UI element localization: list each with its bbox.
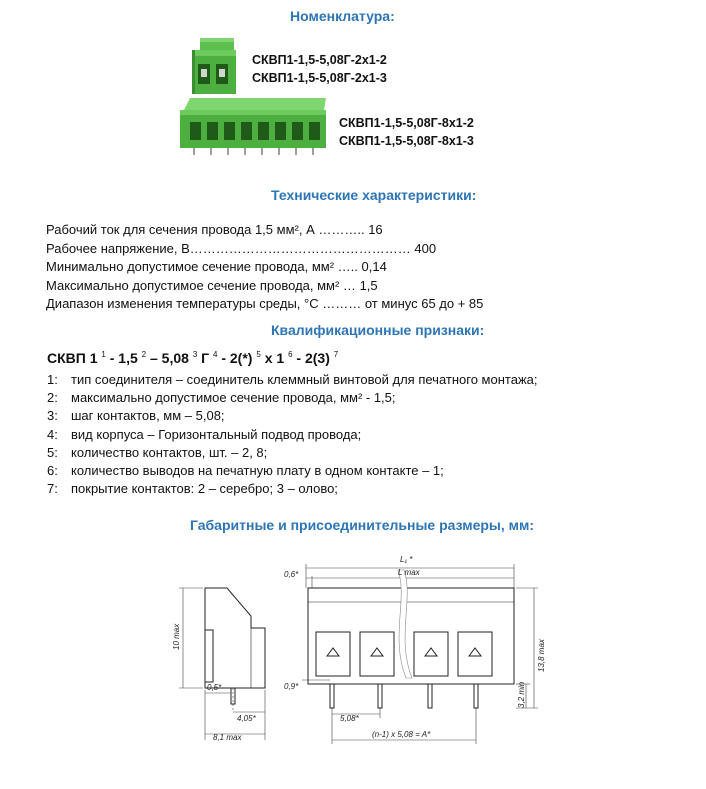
code-2x1-2: СКВП1-1,5-5,08Г-2х1-2 — [252, 53, 387, 67]
code-8x1-3: СКВП1-1,5-5,08Г-8х1-3 — [339, 134, 474, 148]
list-item: 5: количество контактов, шт. – 2, 8; — [47, 444, 268, 460]
spec-list — [46, 221, 483, 314]
dim-pin-length-label: 3,2 min — [517, 681, 526, 708]
spec-line-min-section: Минимально допустимое сечение провода, мм² ….. 0,14 — [46, 259, 387, 274]
dim-depth-label: 8,1 max — [213, 733, 242, 742]
list-item: 1: тип соединителя – соединитель клеммный винтовой для печатного монтажа; — [47, 372, 538, 387]
side-view-drawing — [165, 570, 275, 750]
spec-line-current: Рабочий ток для сечения провода 1,5 мм², А ……….. 16 — [46, 222, 383, 237]
spec-line-temperature: Диапазон изменения температуры среды, °С ……… от минус 65 до + 85 — [46, 296, 484, 311]
product-photo-8x1 — [176, 96, 328, 156]
list-item: 7: покрытие контактов: 2 – серебро; 3 – олово; — [47, 481, 338, 497]
spec-line-max-section: Максимально допустимое сечение провода, мм² … 1,5 — [46, 277, 378, 293]
list-item: 2: максимально допустимое сечение провода, мм² - 1,5; — [47, 390, 396, 406]
dim-pitch-label: 5,08* — [340, 714, 359, 723]
dimensions-title: Габаритные и присоединительные размеры, мм: — [190, 517, 535, 533]
dim-edge-label: 0,6* — [284, 570, 299, 579]
dim-pin-width-label: 0,5* — [207, 683, 222, 692]
dim-total-height-label: 13,8 max — [537, 639, 546, 672]
nomenclature-title: Номенклатура: — [290, 8, 395, 24]
code-8x1-2: СКВП1-1,5-5,08Г-8х1-2 — [339, 116, 474, 130]
product-photo-2x1 — [188, 36, 238, 98]
dim-span-label: (n-1) x 5,08 = A* — [372, 730, 431, 739]
dim-height-label: 10 max — [172, 623, 181, 650]
dim-pin-offset-label: 4,05* — [237, 714, 256, 723]
dim-l1-label: L₁ * — [400, 555, 413, 564]
code-2x1-3: СКВП1-1,5-5,08Г-2х1-3 — [252, 71, 387, 85]
qualification-list — [47, 371, 537, 498]
qualification-code: СКВП 1 $^1$ - 1,5 $^2$ – 5,08 $^3$ Г $^4$ - 2(*) $^5$ х 1 $^6$ - 2(3) $^7$ — [47, 350, 339, 366]
qualification-title: Квалификационные признаки: — [271, 322, 485, 338]
dim-hole-label: 0,9* — [284, 682, 299, 691]
spec-line-voltage: Рабочее напряжение, В…………………………………………… 400 — [46, 240, 437, 256]
dim-lmax-label: L max — [398, 568, 420, 577]
code-list-2x1 — [252, 51, 387, 87]
specs-title: Технические характеристики: — [271, 187, 477, 203]
code-list-8x1 — [339, 114, 474, 150]
front-view-drawing — [280, 548, 550, 748]
list-item: 4: вид корпуса – Горизонтальный подвод провода; — [47, 426, 362, 442]
list-item: 3: шаг контактов, мм – 5,08; — [47, 408, 225, 424]
list-item: 6: количество выводов на печатную плату в одном контакте – 1; — [47, 463, 444, 479]
